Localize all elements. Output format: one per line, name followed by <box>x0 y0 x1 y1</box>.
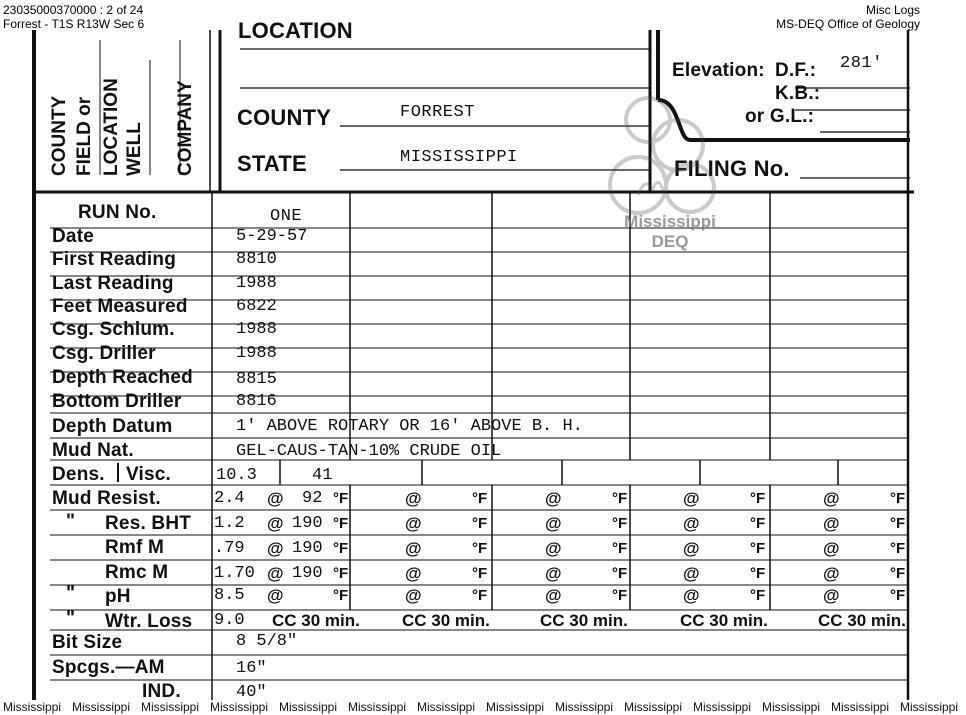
degrees-f: °F <box>472 515 488 532</box>
footer-watermark-word: Mississippi <box>762 700 821 714</box>
csg-schlum-value: 1988 <box>236 320 277 339</box>
last-reading-value: 1988 <box>236 274 277 293</box>
df-value: 281' <box>840 54 883 73</box>
well-side-label: WELL <box>124 122 145 176</box>
res-bht-label: Res. BHT <box>105 513 192 534</box>
degrees-f: °F <box>333 587 349 604</box>
cc-30-min: CC 30 min. <box>818 611 906 630</box>
degrees-f: °F <box>750 565 766 582</box>
at-sign: @ <box>267 586 284 605</box>
at-sign: @ <box>545 489 562 508</box>
at-sign: @ <box>683 539 700 558</box>
footer-watermark-word: Mississippi <box>417 700 476 714</box>
degrees-f: °F <box>333 515 349 532</box>
run-no-label: RUN No. <box>78 202 157 223</box>
at-sign: @ <box>545 564 562 583</box>
degrees-f: °F <box>890 565 906 582</box>
ph-value: 8.5 <box>214 586 245 605</box>
df-label: D.F.: <box>775 60 817 81</box>
degrees-f: °F <box>333 565 349 582</box>
location-side-label: LOCATION <box>101 78 122 176</box>
cc-30-min: CC 30 min. <box>680 611 768 630</box>
at-sign: @ <box>823 564 840 583</box>
rmf-value: .79 <box>214 539 245 558</box>
bottom-driller-label: Bottom Driller <box>52 391 182 412</box>
footer-watermark-word: Mississippi <box>3 700 62 714</box>
footer-watermark-word: Mississippi <box>624 700 683 714</box>
spcgs-am-label: Spcgs.—AM <box>52 657 165 678</box>
date-label: Date <box>52 226 94 247</box>
footer-watermark-word: Mississippi <box>900 700 959 714</box>
at-sign: @ <box>405 539 422 558</box>
rmf-label: Rmf M <box>105 537 165 558</box>
at-sign: @ <box>823 489 840 508</box>
at-sign: @ <box>267 539 284 558</box>
rmc-value: 1.70 <box>214 564 255 583</box>
bit-size-value: 8 5/8" <box>236 632 298 651</box>
footer-watermark-word: Mississippi <box>555 700 614 714</box>
degrees-f: °F <box>472 490 488 507</box>
degrees-f: °F <box>472 587 488 604</box>
rmf-temp: 190 <box>292 539 323 558</box>
footer-watermark-word: Mississippi <box>348 700 407 714</box>
watermark-line-2: DEQ <box>651 232 689 251</box>
footer-watermark-word: Mississippi <box>831 700 890 714</box>
footer-watermark-word: Mississippi <box>210 700 269 714</box>
at-sign: @ <box>823 514 840 533</box>
degrees-f: °F <box>612 565 628 582</box>
ph-ditto: " <box>66 583 76 604</box>
dens-label: Dens. <box>52 464 105 485</box>
county-label: COUNTY <box>237 105 332 130</box>
footer-watermark-word: Mississippi <box>693 700 752 714</box>
csg-driller-value: 1988 <box>236 344 277 363</box>
degrees-f: °F <box>612 587 628 604</box>
document-id: 23035000370000 : 2 of 24 <box>3 3 144 17</box>
cc-30-min: CC 30 min. <box>272 611 360 630</box>
csg-driller-label: Csg. Driller <box>52 343 156 364</box>
watermark-text <box>590 212 750 252</box>
visc-value: 41 <box>312 466 333 485</box>
mud-nat-label: Mud Nat. <box>52 440 134 461</box>
degrees-f: °F <box>750 490 766 507</box>
res-bht-temp: 190 <box>292 514 323 533</box>
degrees-f: °F <box>333 490 349 507</box>
spcgs-am-value: 16" <box>236 659 267 678</box>
csg-schlum-label: Csg. Schlum. <box>52 319 175 340</box>
county-value: FORREST <box>400 103 475 122</box>
depth-reached-value: 8815 <box>236 370 277 389</box>
res-bht-value: 1.2 <box>214 514 245 533</box>
county-side-label: COUNTY <box>49 95 70 176</box>
degrees-f: °F <box>890 490 906 507</box>
mud-resist-value: 2.4 <box>214 489 245 508</box>
wtr-loss-value: 9.0 <box>214 611 245 630</box>
at-sign: @ <box>267 489 284 508</box>
ph-label: pH <box>105 586 131 607</box>
field-or-side-label: FIELD or <box>74 96 95 176</box>
at-sign: @ <box>405 564 422 583</box>
depth-datum-value: 1' ABOVE ROTARY OR 16' ABOVE B. H. <box>236 417 583 436</box>
visc-label: Visc. <box>126 464 172 485</box>
category-label: Misc Logs <box>865 3 920 17</box>
at-sign: @ <box>683 586 700 605</box>
bit-size-label: Bit Size <box>52 632 123 653</box>
degrees-f: °F <box>750 587 766 604</box>
run-no-value: ONE <box>270 207 303 226</box>
footer-watermark-word: Mississippi <box>279 700 338 714</box>
degrees-f: °F <box>612 540 628 557</box>
depth-reached-label: Depth Reached <box>52 367 193 388</box>
header-right <box>776 3 920 31</box>
degrees-f: °F <box>890 515 906 532</box>
location-label: LOCATION <box>238 18 353 43</box>
degrees-f: °F <box>472 565 488 582</box>
bottom-driller-value: 8816 <box>236 392 277 411</box>
feet-measured-value: 6822 <box>236 297 277 316</box>
cc-30-min: CC 30 min. <box>402 611 490 630</box>
degrees-f: °F <box>890 540 906 557</box>
ind-value: 40" <box>236 683 267 702</box>
footer-watermark-word: Mississippi <box>141 700 200 714</box>
at-sign: @ <box>545 539 562 558</box>
state-value: MISSISSIPPI <box>400 148 518 167</box>
res-bht-ditto: " <box>66 511 76 532</box>
watermark-line-1: Mississippi <box>624 212 716 231</box>
at-sign: @ <box>683 514 700 533</box>
feet-measured-label: Feet Measured <box>52 296 188 317</box>
gl-label: or G.L.: <box>745 106 815 127</box>
at-sign: @ <box>267 514 284 533</box>
wtr-loss-label: Wtr. Loss <box>105 611 193 632</box>
agency-label: MS-DEQ Office of Geology <box>776 17 920 31</box>
ind-label: IND. <box>142 681 181 702</box>
degrees-f: °F <box>890 587 906 604</box>
elevation-label: Elevation: <box>672 60 765 81</box>
degrees-f: °F <box>750 540 766 557</box>
mud-resist-temp: 92 <box>302 489 323 508</box>
at-sign: @ <box>267 564 284 583</box>
last-reading-label: Last Reading <box>52 273 174 294</box>
at-sign: @ <box>405 514 422 533</box>
rmc-temp: 190 <box>292 564 323 583</box>
degrees-f: °F <box>612 515 628 532</box>
first-reading-label: First Reading <box>52 249 177 270</box>
footer-watermark-word: Mississippi <box>486 700 545 714</box>
footer-watermark-word: Mississippi <box>72 700 131 714</box>
depth-datum-label: Depth Datum <box>52 416 173 437</box>
degrees-f: °F <box>750 515 766 532</box>
rmc-label: Rmc M <box>105 562 169 583</box>
degrees-f: °F <box>333 540 349 557</box>
at-sign: @ <box>405 489 422 508</box>
at-sign: @ <box>405 586 422 605</box>
degrees-f: °F <box>472 540 488 557</box>
footer-watermark-strip <box>0 700 959 715</box>
at-sign: @ <box>823 539 840 558</box>
cc-30-min: CC 30 min. <box>540 611 628 630</box>
wtr-loss-ditto: " <box>66 608 76 629</box>
company-side-label: COMPANY <box>175 80 196 176</box>
at-sign: @ <box>545 514 562 533</box>
mud-resist-label: Mud Resist. <box>52 488 161 509</box>
first-reading-value: 8810 <box>236 250 277 269</box>
at-sign: @ <box>823 586 840 605</box>
at-sign: @ <box>683 489 700 508</box>
date-value: 5-29-57 <box>236 227 308 246</box>
at-sign: @ <box>683 564 700 583</box>
header-left <box>3 3 144 31</box>
degrees-f: °F <box>612 490 628 507</box>
kb-label: K.B.: <box>775 83 821 104</box>
state-label: STATE <box>237 151 307 176</box>
filing-label: FILING No. <box>674 156 790 181</box>
mud-nat-value: GEL-CAUS-TAN-10% CRUDE OIL <box>236 442 502 461</box>
at-sign: @ <box>545 586 562 605</box>
dens-value: 10.3 <box>216 466 257 485</box>
location-line: Forrest - T1S R13W Sec 6 <box>3 17 145 31</box>
